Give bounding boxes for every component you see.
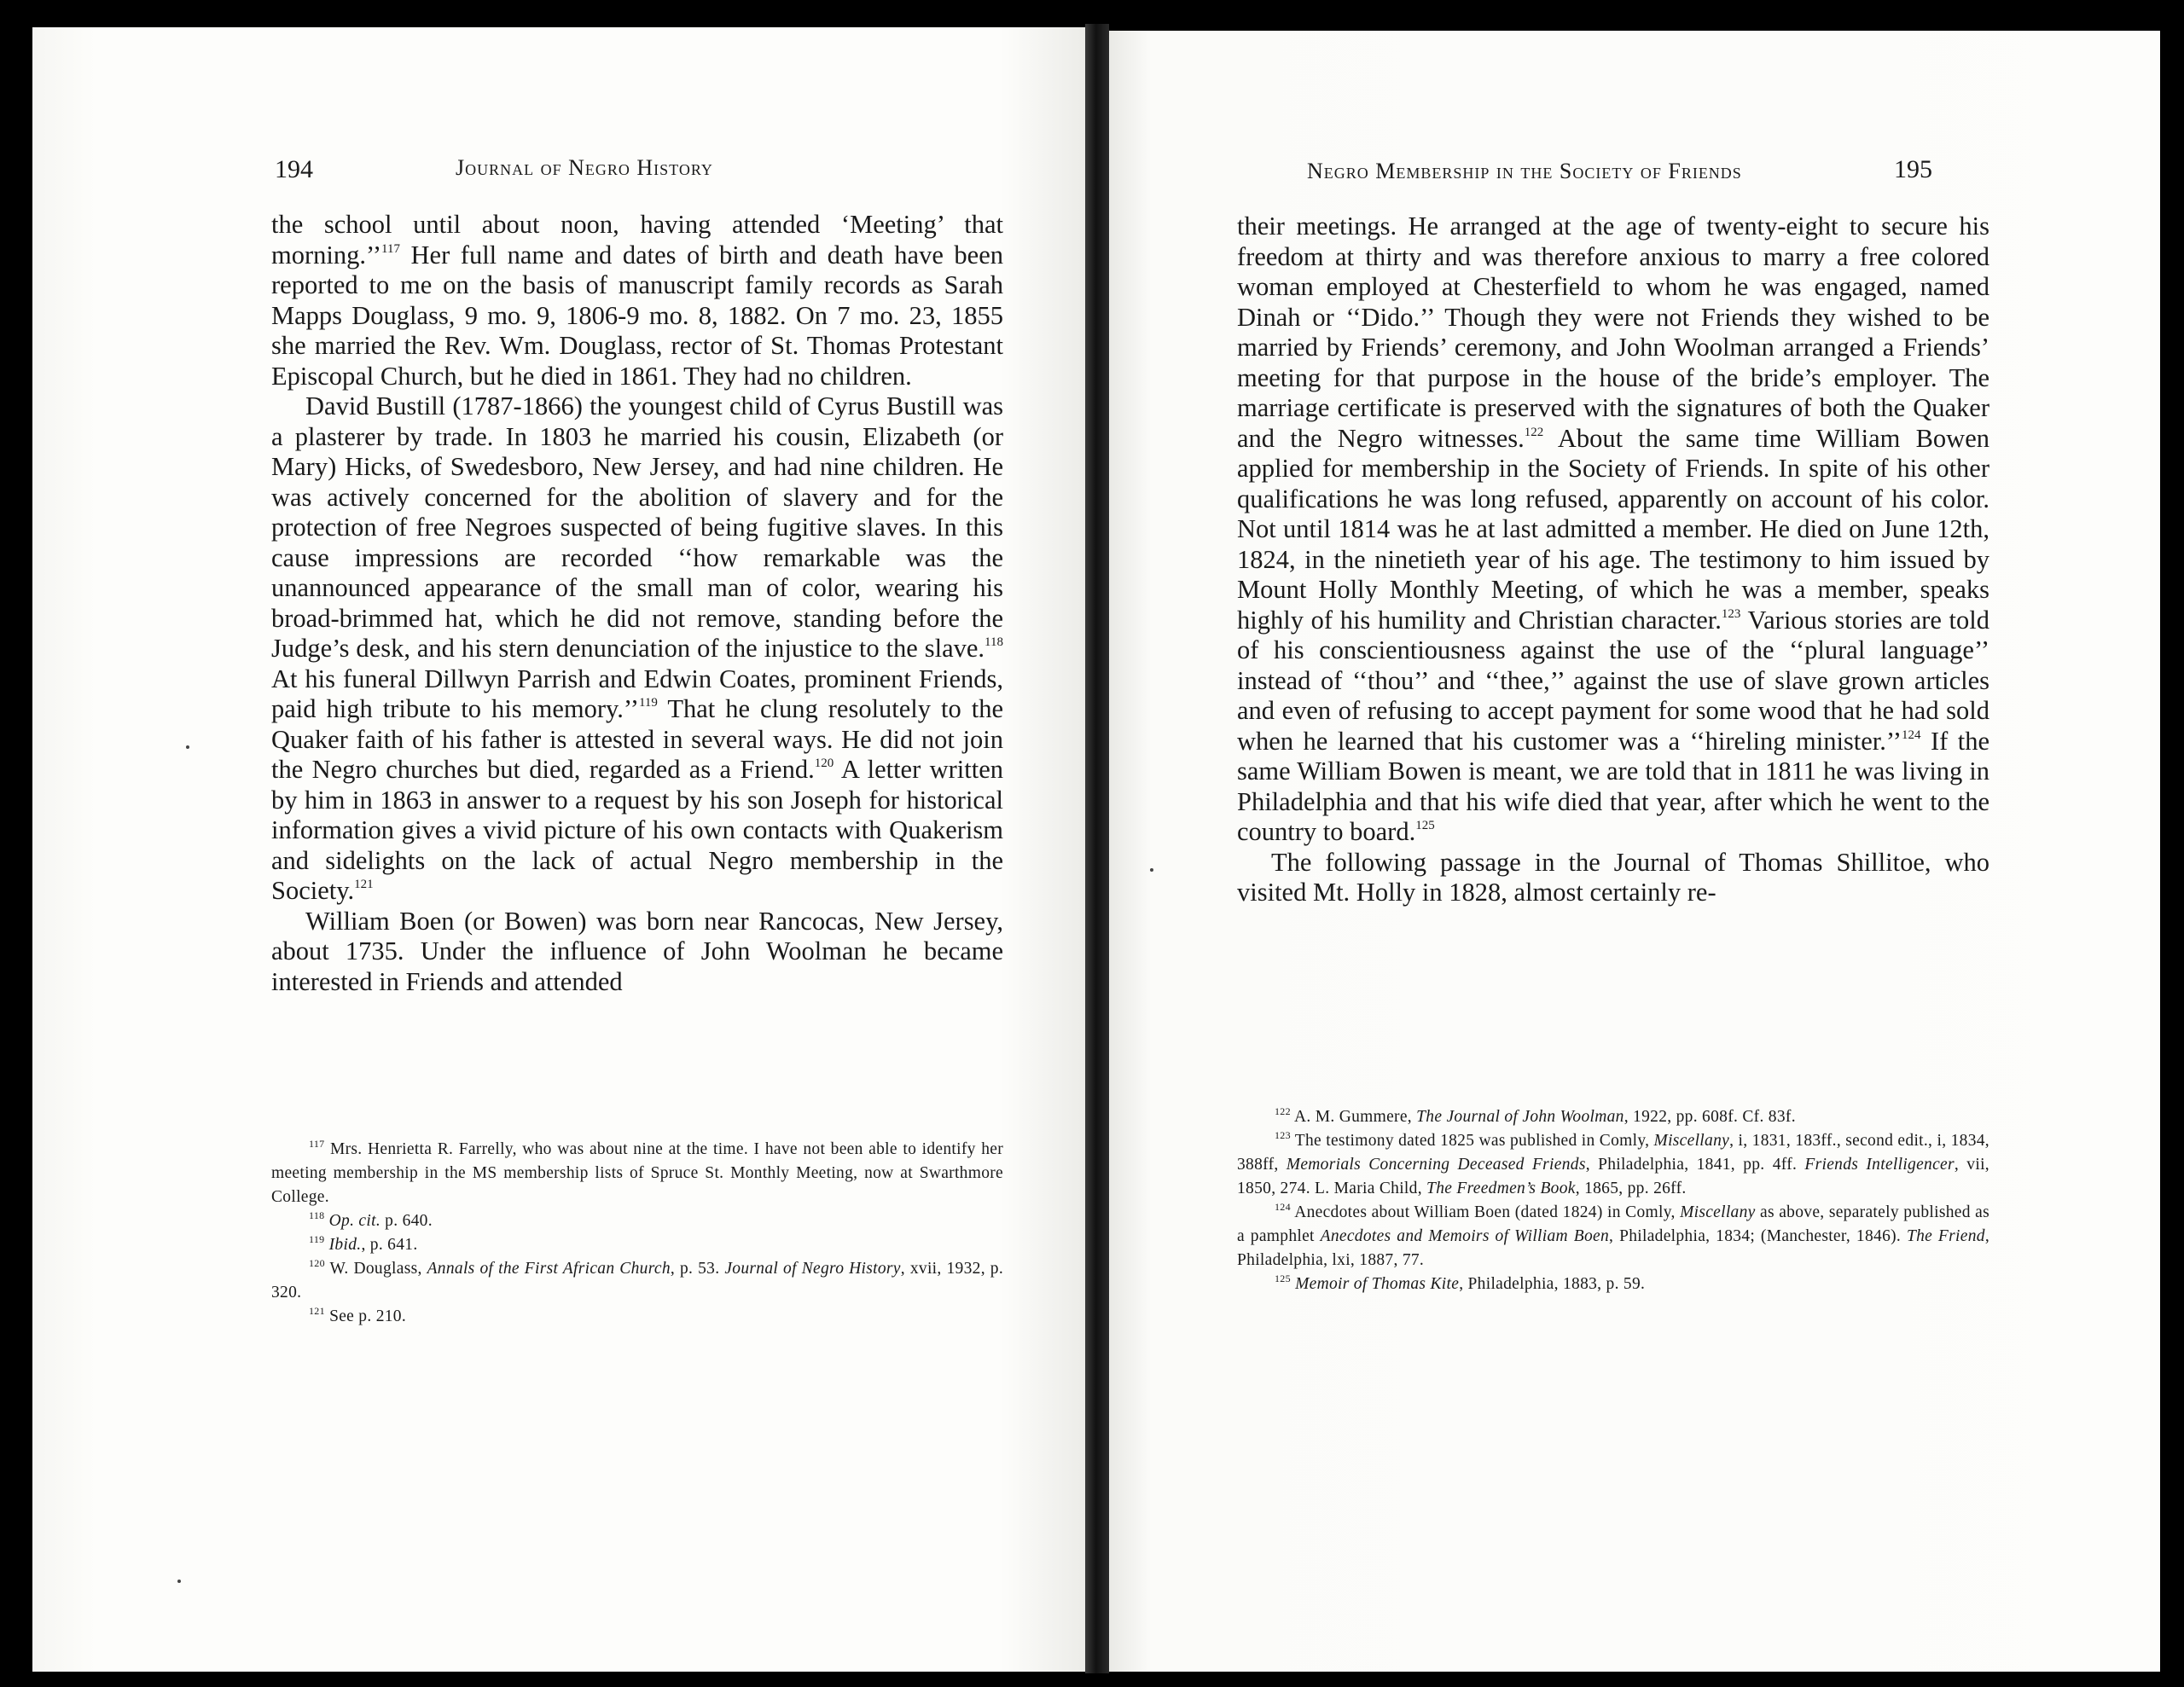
text-run: If the same William Bowen is meant, we are told that in 1811 he was living in Philadelphia and that his wife died that year, after which he went to the country to board.	[1237, 726, 1990, 846]
italic-text: Memorials Concerning Deceased Friends	[1286, 1156, 1586, 1174]
paragraph	[1237, 212, 1989, 848]
italic-text: Miscellany	[1680, 1203, 1756, 1221]
text-run: , i, 1831, 183ff., second edit., i, 1834, 388ff,	[1237, 1132, 1989, 1174]
italic-text: Miscellany	[1653, 1132, 1730, 1150]
footnote-ref: 122	[1275, 1105, 1291, 1117]
footnote-ref: 118	[309, 1209, 325, 1221]
left-page	[32, 27, 1085, 1672]
footnote-ref: 119	[638, 696, 658, 710]
footnote	[1237, 1105, 1989, 1129]
text-run: , Philadelphia, lxi, 1887, 77.	[1237, 1227, 1989, 1269]
footnote	[271, 1138, 1003, 1209]
footnote-ref: 120	[814, 757, 834, 770]
text-run: , p. 641.	[361, 1236, 418, 1254]
footnote-ref: 125	[1275, 1272, 1291, 1284]
text-run: their meetings. He arranged at the age of twenty-eight to secure his freedom at thirty and was therefore anxious to marry a free colored woman employed at Chesterfield to whom he was engaged, named Dinah or ‘‘Dido.’’ Though they were not Friends they wished to be married by Friends’ ceremony, and John Woolman arranged a Friends’ meeting for that purpose in the house of the bride’s employer. The marriage certificate is preserved with the signatures of both the Quaker and the Negro witnesses.	[1237, 212, 1989, 453]
text-run: William Boen (or Bowen) was born near Rancocas, New Jersey, about 1735. Under the influence of John Woolman he became interested in Friends and attended	[271, 906, 1003, 996]
paragraph	[271, 391, 1003, 907]
footnote-ref: 119	[309, 1233, 325, 1245]
text-run: , Philadelphia, 1834; (Manchester, 1846).	[1609, 1227, 1907, 1245]
text-run: , Philadelphia, 1841, pp. 4ff.	[1585, 1156, 1805, 1174]
footnote-ref: 121	[309, 1305, 325, 1317]
text-run: The following passage in the Journal of Thomas Shillitoe, who visited Mt. Holly in 1828, almost certainly re-	[1237, 847, 1989, 907]
page-number: 195	[1894, 155, 1932, 183]
footnote	[271, 1305, 1003, 1329]
text-run: At his funeral Dillwyn Parrish and Edwin Coates, prominent Friends, paid high tribute to his memory.’’	[271, 664, 1003, 723]
footnote-ref: 122	[1524, 425, 1544, 439]
footnote-ref: 123	[1275, 1129, 1291, 1141]
text-run: W. Douglass,	[324, 1260, 427, 1278]
italic-text: Memoir of Thomas Kite	[1290, 1275, 1460, 1293]
paragraph	[271, 907, 1003, 998]
text-run: About the same time William Bowen applied for membership in the Society of Friends. In spite of his other qualifications he was long refused, apparently on account of his color. Not until 1814 was he at last admitted a member. He died on June 12th, 1824, in the ninetieth year of his age. The testimony to him issued by Mount Holly Monthly Meeting, of which he was a member, speaks highly of his humility and Christian character.	[1237, 423, 1989, 635]
footnote	[1237, 1201, 1989, 1272]
footnote	[271, 1233, 1003, 1257]
italic-text: The Friend	[1906, 1227, 1985, 1245]
scan-speck	[177, 1580, 181, 1583]
footnote	[1237, 1129, 1989, 1201]
italic-text: The Freedmen’s Book	[1426, 1180, 1576, 1197]
italic-text: The Journal of John Woolman	[1416, 1108, 1624, 1126]
footnote-ref: 117	[381, 241, 400, 256]
body-text	[1237, 212, 1989, 908]
text-run: See p. 210.	[324, 1307, 407, 1325]
text-run: as above, separately published as a pamphlet	[1237, 1203, 1989, 1245]
footnote-ref: 117	[309, 1138, 325, 1150]
page-number: 194	[275, 155, 313, 183]
text-run: That he clung resolutely to the Quaker faith of his father is attested in several ways. He did not join the Negro churches but died, regarded as a Friend.	[271, 694, 1003, 784]
text-run: Various stories are told of his conscientiousness against the use of the ‘‘plural language’’ instead of ‘‘thou’’ and ‘‘thee,’’ against the use of slave grown articles and even of refusing to accept payment for some wood that he had sold when he learned that his customer was a ‘‘hireling minister.’’	[1237, 605, 1989, 756]
scan-speck	[186, 745, 189, 749]
text-run: , Philadelphia, 1883, p. 59.	[1459, 1275, 1646, 1293]
footnote-ref: 120	[309, 1257, 325, 1269]
text-run: , vii, 1850, 274. L. Maria Child,	[1237, 1156, 1989, 1197]
italic-text: Annals of the First African Church	[427, 1260, 671, 1278]
text-run: , 1865, pp. 26ff.	[1575, 1180, 1687, 1197]
scan-speck	[1150, 868, 1153, 872]
text-run: the school until about noon, having attended ‘Meeting’ that morning.’’	[271, 210, 1003, 270]
book-gutter	[1085, 24, 1109, 1673]
text-run: , xvii, 1932, p. 320.	[271, 1260, 1004, 1301]
body-text	[271, 210, 1003, 997]
footnote-ref: 125	[1415, 819, 1435, 832]
italic-text: Anecdotes and Memoirs of William Boen	[1320, 1227, 1610, 1245]
text-run: p. 640.	[380, 1212, 433, 1230]
text-run: Her full name and dates of birth and death have been reported to me on the basis of manuscript family records as Sarah Mapps Douglass, 9 mo. 9, 1806-9 mo. 8, 1882. On 7 mo. 23, 1855 she married the Rev. Wm. Douglass, rector of St. Thomas Protestant Episcopal Church, but he died in 1861. They had no children.	[271, 240, 1003, 391]
text-run: , p. 53.	[670, 1260, 725, 1278]
footnotes	[271, 1138, 1003, 1329]
footnote	[271, 1209, 1003, 1233]
footnote-ref: 118	[985, 635, 1003, 649]
text-run: The testimony dated 1825 was published in Comly,	[1290, 1132, 1654, 1150]
text-run: David Bustill (1787-1866) the youngest child of Cyrus Bustill was a plasterer by trade. In 1803 he married his cousin, Elizabeth (or Mary) Hicks, of Swedesboro, New Jersey, and had nine children. He was actively concerned for the abolition of slavery and for the protection of free Negroes suspected of being fugitive slaves. In this cause impressions are recorded ‘‘how remarkable was the unannounced appearance of the small man of color, wearing his broad-brimmed hat, which he did not remove, standing before the Judge’s desk, and his stern denunciation of the injustice to the slave.	[271, 391, 1003, 663]
footnote-ref: 121	[354, 878, 374, 891]
footnote	[1237, 1272, 1989, 1296]
running-head: Negro Membership in the Society of Friends	[1307, 159, 1742, 183]
footnotes	[1237, 1105, 1989, 1296]
italic-text: Friends Intelligencer	[1804, 1156, 1955, 1174]
footnote-ref: 124	[1275, 1201, 1291, 1213]
text-run: A. M. Gummere,	[1290, 1108, 1417, 1126]
text-run: , 1922, pp. 608f. Cf. 83f.	[1623, 1108, 1796, 1126]
italic-text: Op. cit.	[324, 1212, 380, 1230]
italic-text: Ibid.	[324, 1236, 362, 1254]
text-run: Mrs. Henrietta R. Farrelly, who was about nine at the time. I have not been able to identify her meeting membership in the MS membership lists of Spruce St. Monthly Meeting, now at Swarthmore College.	[271, 1140, 1003, 1206]
footnote	[271, 1257, 1003, 1305]
paragraph	[271, 210, 1003, 391]
italic-text: Journal of Negro History	[724, 1260, 901, 1278]
text-run: Anecdotes about William Boen (dated 1824) in Comly,	[1290, 1203, 1681, 1221]
right-page	[1109, 31, 2160, 1672]
text-run: A letter written by him in 1863 in answer to a request by his son Joseph for historical information gives a vivid picture of his own contacts with Quakerism and sidelights on the lack of actual Negro membership in the Society.	[271, 755, 1003, 905]
paragraph	[1237, 848, 1989, 908]
running-head: Journal of Negro History	[456, 155, 713, 180]
footnote-ref: 123	[1721, 606, 1741, 621]
footnote-ref: 124	[1901, 728, 1921, 742]
